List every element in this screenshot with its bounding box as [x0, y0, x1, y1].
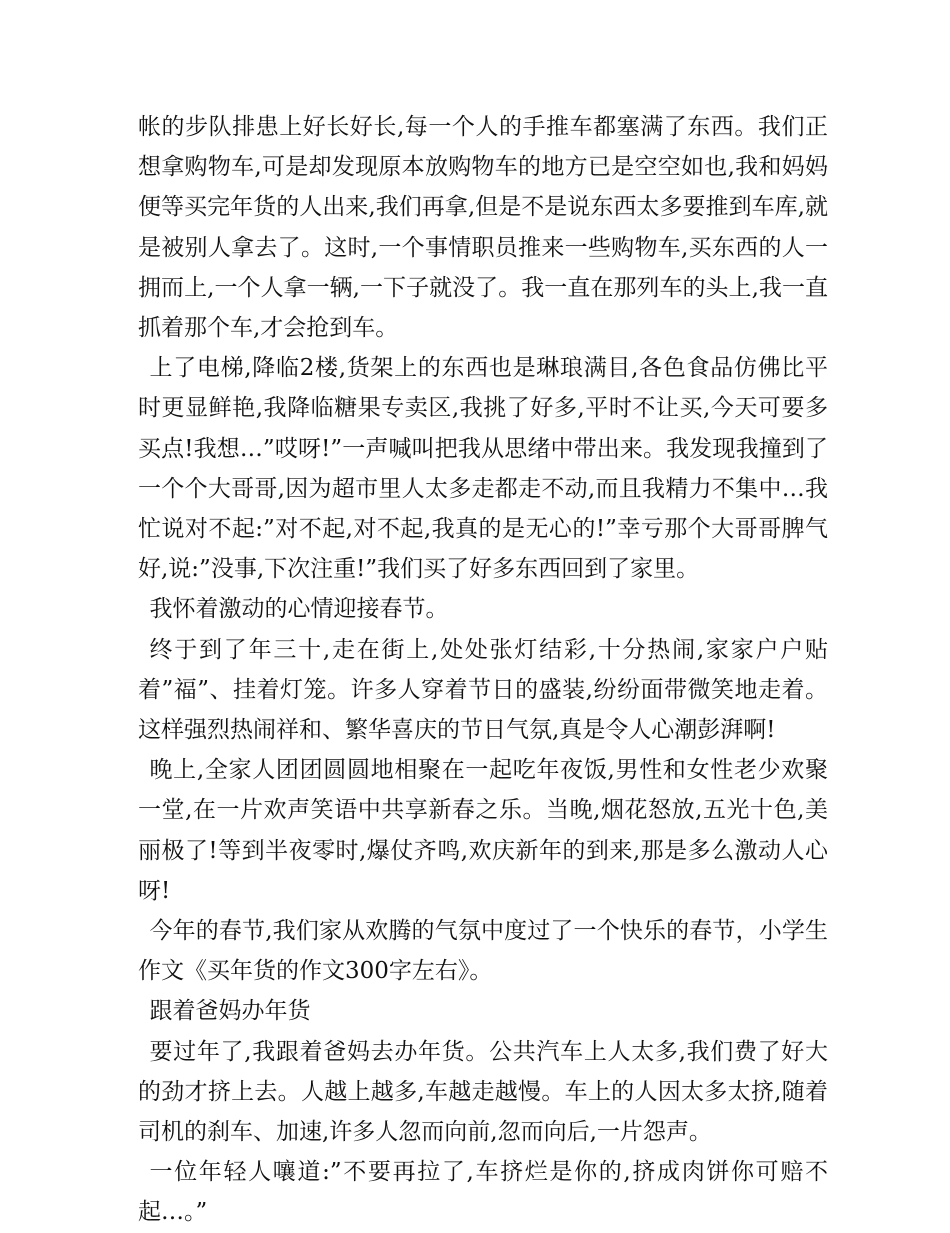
- paragraph-welcome-spring: 我怀着激动的心情迎接春节。: [149, 596, 449, 623]
- paragraph-bus-ride: 要过年了,我跟着爸妈去办年货。公共汽车上人太多,我们费了好大的劲才挤上去。人越上越多,车越走越慢。车上的人因太多太挤,随着司机的刹车、加速,许多人忽而向前,忽而向后,一片怨声。: [138, 1038, 828, 1146]
- paragraph-young-man-shout: 一位年轻人嚷道:”不要再拉了,车挤烂是你的,挤成肉饼你可赔不起…。”: [138, 1159, 828, 1226]
- paragraph-reunion-dinner: 晚上,全家人团团圆圆地相聚在一起吃年夜饭,男性和女性老少欢聚一堂,在一片欢声笑语中共享新春之乐。当晚,烟花怒放,五光十色,美丽极了!等到半夜零时,爆仗齐鸣,欢庆新年的到来,那是多么激动人心呀!: [138, 757, 828, 904]
- paragraph-second-floor: 上了电梯,降临2楼,货架上的东西也是琳琅满目,各色食品仿佛比平时更显鲜艳,我降临糖果专卖区,我挑了好多,平时不让买,今天可要多买点!我想…”哎呀!”一声喊叫把我从思绪中带出来。我发现我撞到了一个个大哥哥,因为超市里人太多走都走不动,而且我精力不集中…我忙说对不起:”对不起,对不起,我真的是无心的!”幸亏那个大哥哥脾气好,说:”没事,下次注重!”我们买了好多东西回到了家里。: [138, 355, 828, 583]
- paragraph-new-year-eve: 终于到了年三十,走在街上,处处张灯结彩,十分热闹,家家户户贴着”福”、挂着灯笼。许多人穿着节日的盛装,纷纷面带微笑地走着。这样强烈热闹祥和、繁华喜庆的节日气氛,真是令人心潮彭湃啊!: [138, 636, 828, 744]
- document-body: [138, 107, 828, 1233]
- paragraph-shopping-cart: 帐的步队排患上好长好长,每一个人的手推车都塞满了东西。我们正想拿购物车,可是却发现原本放购物车的地方已是空空如也,我和妈妈便等买完年货的人出来,我们再拿,但是不是说东西太多要推到车库,就是被别人拿去了。这时,一个事情职员推来一些购物车,买东西的人一拥而上,一个人拿一辆,一下子就没了。我一直在那列车的头上,我一直抓着那个车,才会抢到车。: [138, 114, 828, 342]
- section-heading: 跟着爸妈办年货: [149, 998, 311, 1025]
- paragraph-conclusion: 今年的春节,我们家从欢腾的气氛中度过了一个快乐的春节，小学生作文《买年货的作文300字左右》。: [138, 918, 828, 985]
